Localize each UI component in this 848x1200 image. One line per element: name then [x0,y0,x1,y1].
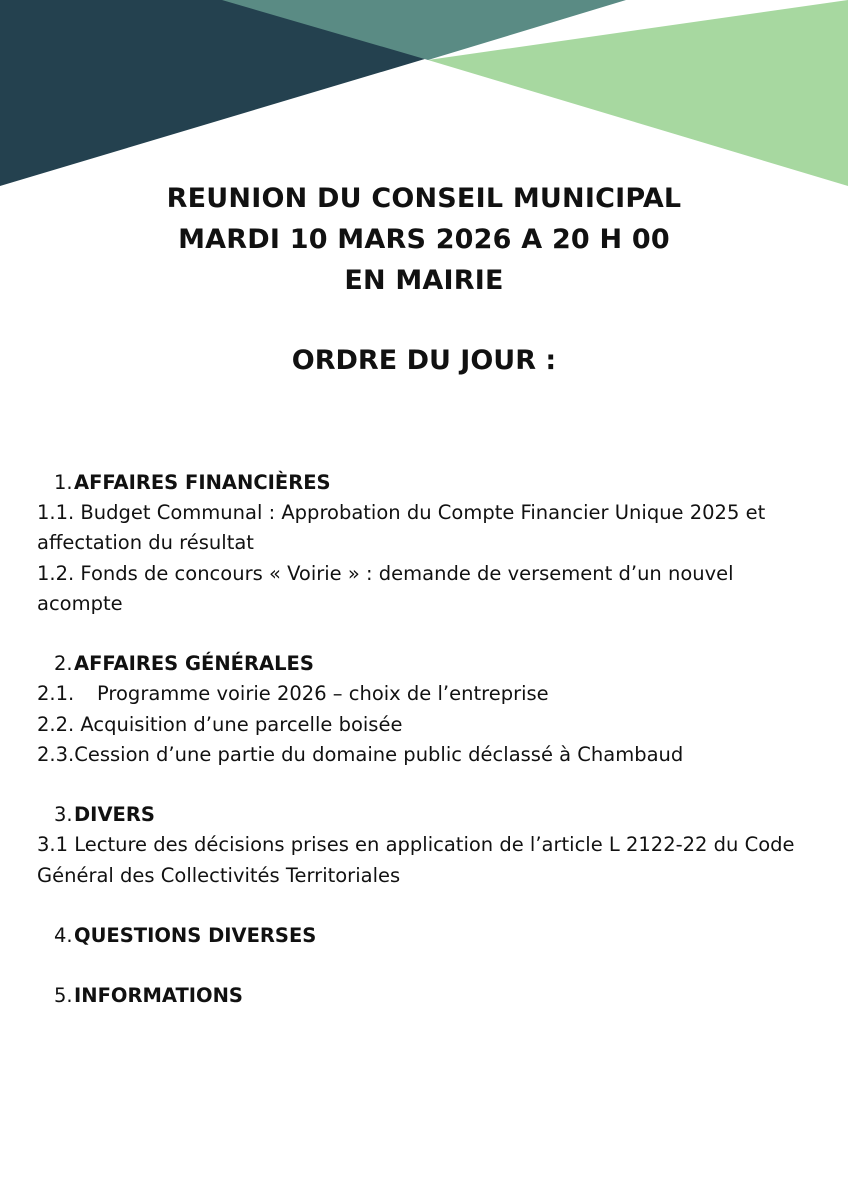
agenda-item [37,830,817,890]
section-heading [37,649,817,679]
section-heading [37,800,817,830]
item-text: Programme voirie 2026 – choix de l’entreprise [97,682,549,706]
item-text: Acquisition d’une parcelle boisée [80,712,403,736]
header-decoration [0,0,848,200]
meeting-location: EN MAIRIE [344,265,504,296]
section-number: 1. [54,471,73,494]
section-title: AFFAIRES FINANCIÈRES [74,471,331,494]
item-number: 2.3. [37,742,75,766]
item-number: 3.1 [37,833,69,857]
section-number: 2. [54,652,73,676]
agenda-item [37,679,817,709]
section-title: DIVERS [74,803,155,827]
agenda-title: ORDRE DU JOUR : [291,345,557,376]
section-heading [37,921,817,951]
section-heading [37,468,817,498]
agenda-list [37,468,817,1042]
item-number: 2.1. [37,682,75,706]
agenda-item [37,710,817,740]
section-number: 5. [54,984,73,1008]
section-various-questions [37,921,817,951]
section-financial-affairs [37,468,817,619]
agenda-item [37,559,817,619]
section-number: 4. [54,924,73,947]
section-title: INFORMATIONS [74,984,243,1008]
item-number: 2.2. [37,712,75,736]
item-number: 1.1. [37,501,75,525]
agenda-item [37,740,817,770]
section-title: QUESTIONS DIVERSES [74,924,317,947]
item-text: Budget Communal : Approbation du Compte Financier Unique 2025 et affectation du résultat [37,501,766,555]
item-text: Cession d’une partie du domaine public déclassé à Chambaud [74,742,684,766]
section-information [37,981,817,1011]
item-text: Lecture des décisions prises en application de l’article L 2122-22 du Code Général des Collectivités Territoriales [37,833,795,887]
meeting-header [0,178,848,301]
agenda-item [37,498,817,558]
section-general-affairs [37,649,817,770]
section-number: 3. [54,803,73,827]
meeting-title: REUNION DU CONSEIL MUNICIPAL [166,183,682,214]
meeting-date: MARDI 10 MARS 2026 A 20 H 00 [178,224,670,255]
section-title: AFFAIRES GÉNÉRALES [74,652,314,676]
section-miscellaneous [37,800,817,891]
section-heading [37,981,817,1011]
item-text: Fonds de concours « Voirie » : demande de versement d’un nouvel acompte [37,561,734,615]
item-number: 1.2. [37,561,75,585]
